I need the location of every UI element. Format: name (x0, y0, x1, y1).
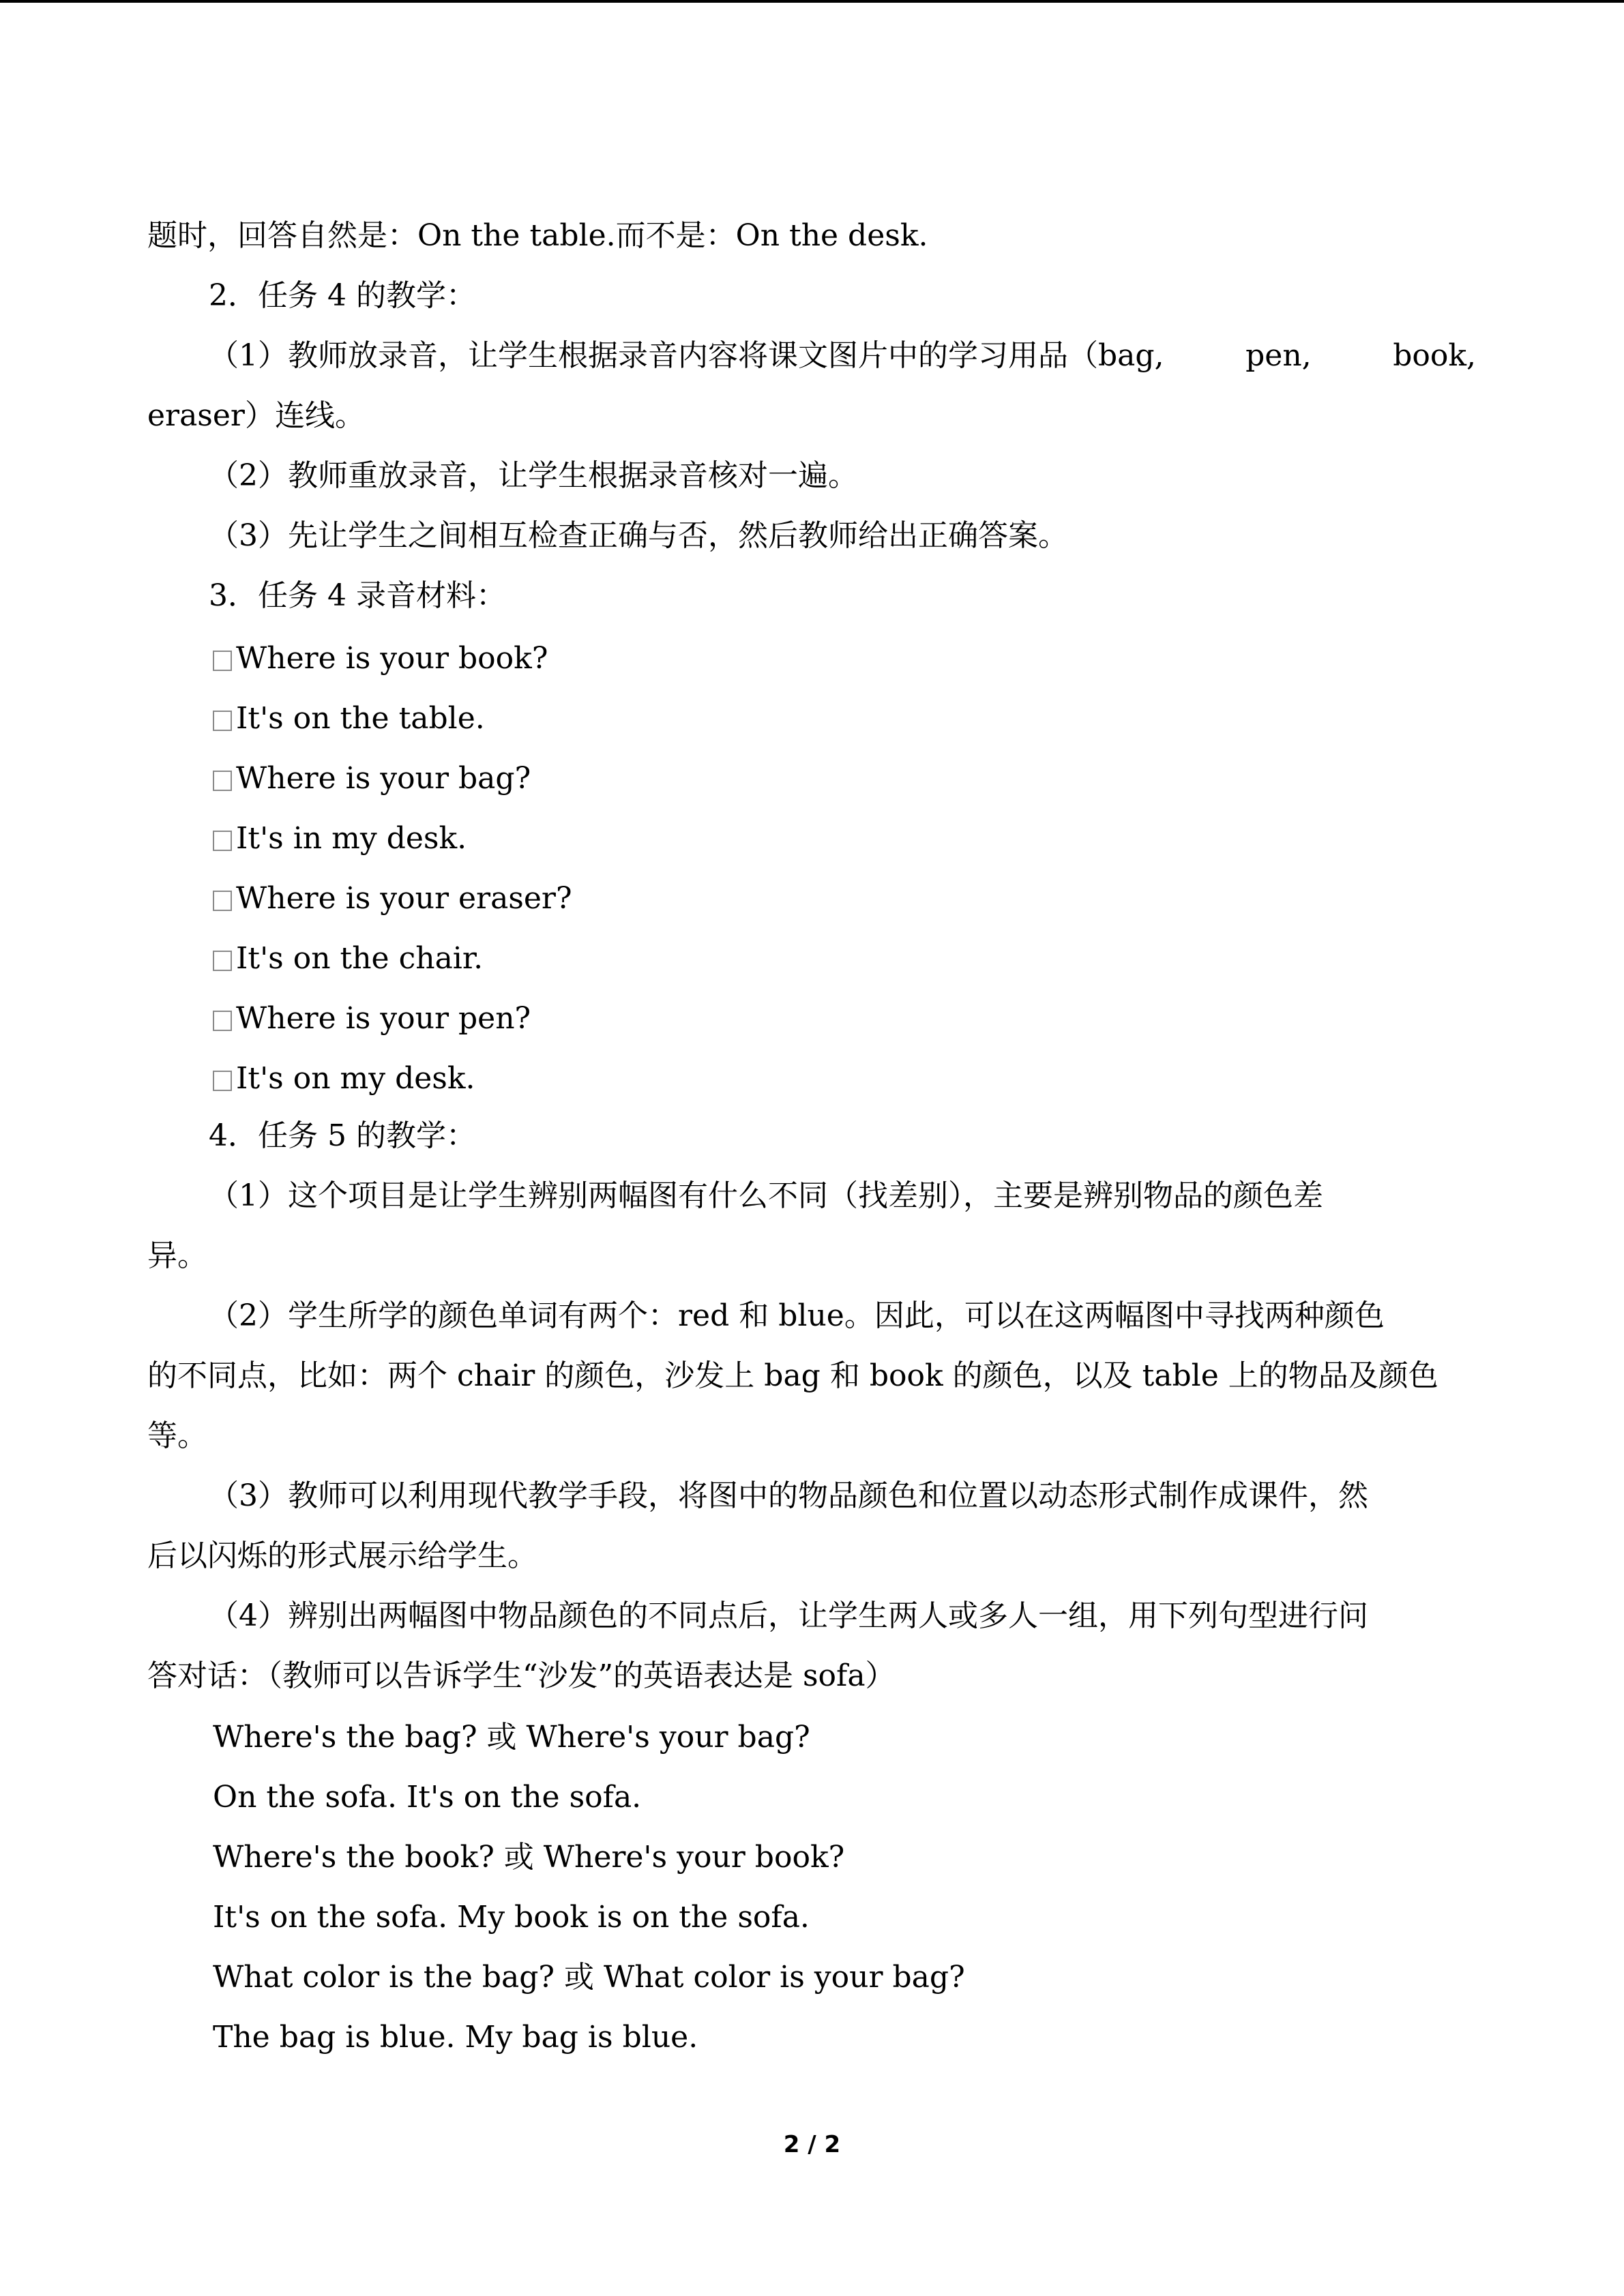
script-line (213, 878, 572, 919)
dialogue-line: Where's the book? 或 Where's your book? (213, 1840, 845, 1875)
paragraph-line: 答对话：（教师可以告诉学生“沙发”的英语表达是 sofa） (147, 1658, 896, 1693)
checkbox-bullet-icon (213, 951, 232, 971)
dialogue-line: What color is the bag? 或 What color is your bag? (213, 1960, 965, 1995)
paragraph-line: 异。 (147, 1238, 207, 1273)
page-number: 2 / 2 (783, 2131, 841, 2158)
script-line-text: Where is your eraser? (236, 881, 572, 916)
checkbox-bullet-icon (213, 1071, 232, 1091)
paragraph-line: （2）学生所学的颜色单词有两个：red 和 blue。因此，可以在这两幅图中寻找两种颜色 (209, 1298, 1385, 1333)
paragraph-line: 的不同点，比如：两个 chair 的颜色，沙发上 bag 和 book 的颜色，以及 table 上的物品及颜色 (147, 1358, 1438, 1393)
script-line-text: It's in my desk. (236, 821, 467, 856)
paragraph-line: 等。 (147, 1418, 207, 1453)
script-line (213, 1058, 475, 1099)
checkbox-bullet-icon (213, 831, 232, 851)
paragraph-line: eraser）连线。 (147, 398, 365, 433)
paragraph-line: （2）教师重放录音，让学生根据录音核对一遍。 (209, 458, 858, 493)
paragraph-line: （3）教师可以利用现代教学手段，将图中的物品颜色和位置以动态形式制作成课件，然 (209, 1478, 1368, 1513)
dialogue-line: It's on the sofa. My book is on the sofa. (213, 1900, 810, 1935)
checkbox-bullet-icon (213, 891, 232, 911)
script-line-text: It's on the chair. (236, 941, 484, 976)
paragraph-line-justified (209, 336, 1476, 376)
paragraph-line: 题时，回答自然是：On the table.而不是：On the desk. (147, 218, 928, 253)
section-heading: 2．任务 4 的教学： (209, 278, 476, 313)
script-line-text: Where is your book? (236, 641, 548, 676)
script-line (213, 818, 467, 859)
script-line-text: Where is your pen? (236, 1001, 531, 1036)
checkbox-bullet-icon (213, 771, 232, 791)
script-line (213, 758, 531, 799)
script-line (213, 998, 531, 1039)
checkbox-bullet-icon (213, 711, 232, 731)
paragraph-line-part: （1）教师放录音，让学生根据录音内容将课文图片中的学习用品（bag, (209, 338, 1164, 373)
paragraph-line: （3）先让学生之间相互检查正确与否，然后教师给出正确答案。 (209, 518, 1068, 553)
script-line (213, 638, 548, 679)
paragraph-line: （1）这个项目是让学生辨别两幅图有什么不同（找差别），主要是辨别物品的颜色差 (209, 1178, 1323, 1213)
script-line-text: It's on my desk. (236, 1061, 475, 1096)
script-line-text: It's on the table. (236, 701, 485, 736)
script-line (213, 698, 485, 739)
paragraph-line: （4）辨别出两幅图中物品颜色的不同点后，让学生两人或多人一组，用下列句型进行问 (209, 1598, 1368, 1633)
checkbox-bullet-icon (213, 1011, 232, 1031)
section-heading: 3．任务 4 录音材料： (209, 578, 506, 613)
dialogue-line: The bag is blue. My bag is blue. (213, 2020, 698, 2055)
paragraph-line-part: pen, (1245, 338, 1312, 373)
dialogue-line: On the sofa. It's on the sofa. (213, 1780, 642, 1815)
paragraph-line: 后以闪烁的形式展示给学生。 (147, 1538, 537, 1573)
script-line-text: Where is your bag? (236, 761, 531, 796)
section-heading: 4．任务 5 的教学： (209, 1118, 476, 1153)
checkbox-bullet-icon (213, 651, 232, 671)
script-line (213, 938, 483, 979)
paragraph-line-part: book, (1393, 338, 1476, 373)
dialogue-line: Where's the bag? 或 Where's your bag? (213, 1720, 810, 1755)
